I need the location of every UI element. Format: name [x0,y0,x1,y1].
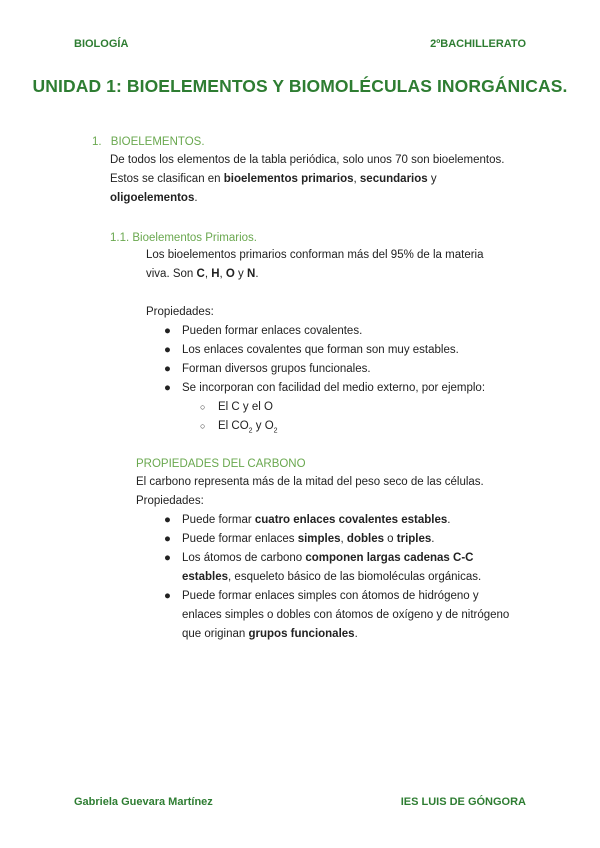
carbono-props-label: Propiedades: [136,495,204,507]
primarios-line-1: Los bioelementos primarios conforman más del 95% de la materia [146,249,484,261]
primarios-line-2: viva. Son C, H, O y N. [146,268,259,280]
list-item: ○ El $CO_2$ y $O_2$ [200,420,278,435]
header-course: 2ºBACHILLERATO [430,38,526,50]
section-1-title: BIOELEMENTOS. [110,136,205,148]
page-title: UNIDAD 1: BIOELEMENTOS Y BIOMOLÉCULAS INORGÁNICAS. [32,76,568,96]
primarios-sub-bullets [182,398,546,440]
list-item: ● Puede formar enlaces simples con átomos de hidrógeno y enlaces simples o dobles con átomos de oxígeno y de nitrógeno que originan grupos funcionales. [164,590,510,640]
list-item: ● Se incorporan con facilidad del medio externo, por ejemplo: [164,382,486,394]
footer-author: Gabriela Guevara Martínez [74,796,213,808]
intro-line-2: Estos se clasifican en bioelementos primarios, secundarios y [110,173,437,185]
footer-school: IES LUIS DE GÓNGORA [400,796,526,808]
list-item: ● Los enlaces covalentes que forman son muy estables. [164,344,459,356]
carbono-line-1: El carbono representa más de la mitad del peso seco de las células. [136,476,484,488]
list-item: ● Puede formar enlaces simples, dobles o triples. [164,533,435,545]
subsection-1-1-text [146,246,546,440]
section-1-intro [110,151,550,208]
intro-line-1: De todos los elementos de la tabla periódica, solo unos 70 son bioelementos. [110,154,505,166]
primarios-props-label: Propiedades: [146,306,214,318]
primarios-bullets [146,322,546,398]
list-item: ○ El C y el O [200,401,273,413]
intro-line-3: oligoelementos. [110,192,198,204]
section-1-number: 1. [92,136,102,148]
carbono-text [136,473,546,644]
header-subject: BIOLOGÍA [74,38,129,50]
list-item: ● Puede formar cuatro enlaces covalentes estables. [164,514,451,526]
carbono-heading: PROPIEDADES DEL CARBONO [136,458,306,470]
carbono-bullets [146,511,546,644]
subsection-1-1-heading: 1.1. Bioelementos Primarios. [110,232,258,244]
list-item: ● Pueden formar enlaces covalentes. [164,325,363,337]
section-1-heading [92,136,205,148]
list-item: ● Los átomos de carbono componen largas cadenas C-C estables, esqueleto básico de las biomoléculas orgánicas. [164,552,482,583]
list-item: ● Forman diversos grupos funcionales. [164,363,371,375]
